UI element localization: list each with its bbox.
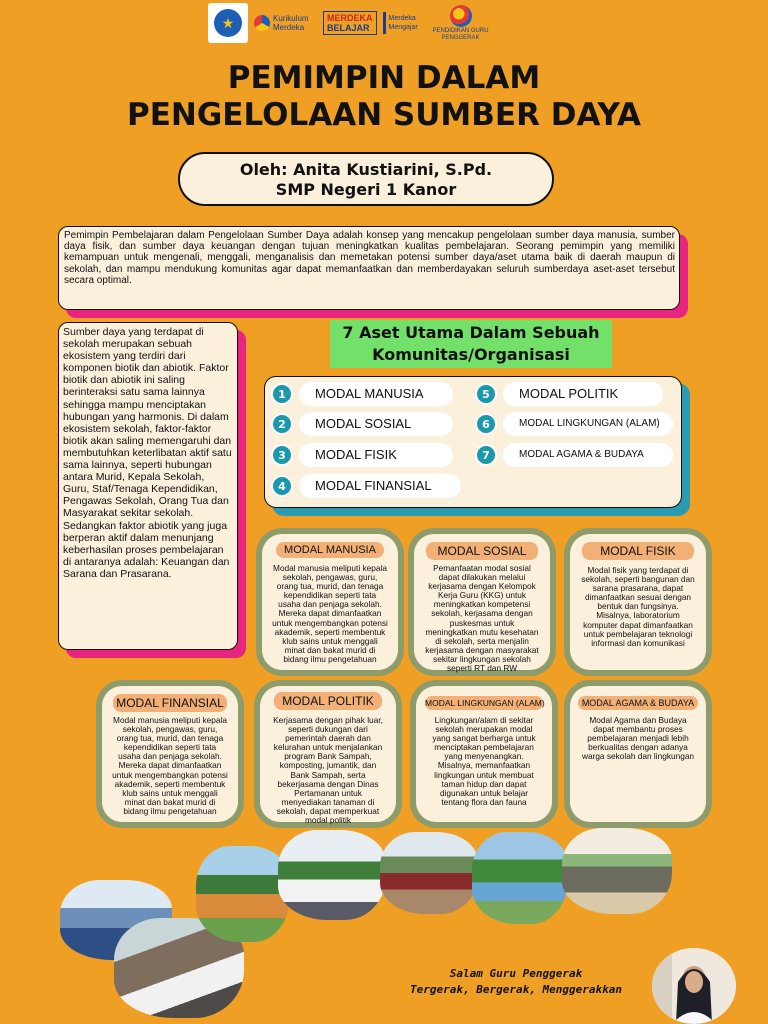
- card-modal-politik: [254, 680, 402, 828]
- author-school: SMP Negeri 1 Kanor: [275, 180, 457, 199]
- asset-item-1: [271, 382, 453, 406]
- assets-title: [330, 320, 612, 368]
- greeting-line-1: Salam Guru Penggerak: [449, 967, 583, 980]
- card-modal-lingkungan: [410, 680, 558, 828]
- side-panel: [58, 322, 238, 650]
- author-portrait: [652, 948, 736, 1024]
- side-text: Sumber daya yang terdapat di sekolah merupakan sebuah ekosistem yang terdiri dari komponen biotik dan abiotik. Faktor biotik dan abiotik ini saling berinteraksi satu sama lainnya sehingga mampu menciptakan hubungan yang harmonis. Di dalam ekosistem sekolah, faktor-faktor biotik akan saling memengaruhi dan membutuhkan keterlibatan aktif satu sama lainnya, seperti hubungan antara Murid, Kepala Sekolah, Guru, Staf/Tenaga Kependidikan, Pengawas Sekolah, Orang Tua dan Masyarakat sekitar sekolah. Sedangkan faktor abiotik yang juga berperan aktif dalam menunjang keberhasilan proses pembelajaran di antaranya adalah: Keuangan dan Sarana dan Prasarana.: [63, 326, 232, 580]
- photo-students-outdoor: [278, 830, 386, 920]
- photo-school-building: [196, 846, 290, 942]
- assets-panel: [264, 376, 682, 508]
- card-body: Pemanfaatan modal sosial dapat dilakukan melalui kerjasama dengan Kelompok Kerja Guru (KKG) untuk meningkatkan kompetensi sekolah, kerjasama dengan puskesmas untuk meningkatkan mutu kesehatan di sekolah, serta menjalin kerjasama dengan masyarakat sekitar lingkungan sekolah seperti RT dan RW: [425, 563, 539, 674]
- greeting-line-2: Tergerak, Bergerak, Menggerakkan: [410, 983, 622, 996]
- asset-number: 3: [271, 444, 293, 466]
- card-modal-finansial: [96, 680, 244, 828]
- asset-label: MODAL AGAMA & BUDAYA: [503, 443, 673, 467]
- asset-number: 6: [475, 413, 497, 435]
- card-title: MODAL FINANSIAL: [113, 694, 227, 712]
- asset-label: MODAL MANUSIA: [299, 382, 453, 406]
- card-title: MODAL SOSIAL: [426, 542, 538, 560]
- card-title: MODAL AGAMA & BUDAYA: [578, 696, 698, 710]
- asset-number: 7: [475, 444, 497, 466]
- author-box: [178, 152, 554, 206]
- intro-text: Pemimpin Pembelajaran dalam Pengelolaan Sumber Daya adalah konsep yang mencakup pengelolaan sumber daya manusia, sumber daya fisik, dan sumber daya keuangan dengan tujuan meningkatkan kualitas pembelajaran. Seorang pemimpin yang memiliki kemampuan untuk mengenali, menggali, menganalisis dan memetakan potensi sumber daya/aset utama baik di daerah maupun di sekolah, dan mampu mendukung komunitas agar dapat memanfaatkan dan memberdayakan seluruh sumberdaya aset-aset tersebut secara optimal.: [64, 230, 675, 286]
- photo-study-session: [562, 828, 672, 914]
- card-modal-manusia: [256, 528, 404, 676]
- asset-label: MODAL FISIK: [299, 443, 453, 467]
- tut-wuri-handayani-logo: ★: [208, 3, 248, 43]
- card-body: Modal Agama dan Budaya dapat membantu proses pembelajaran menjadi lebih berkualitas dengan adanya warga sekolah dan lingkungan: [581, 715, 695, 762]
- asset-number: 4: [271, 475, 293, 497]
- intro-panel: [58, 226, 680, 310]
- card-modal-sosial: [408, 528, 556, 676]
- title-line-2: PENGELOLAAN SUMBER DAYA: [127, 97, 641, 133]
- asset-item-2: [271, 412, 453, 436]
- author-name: Oleh: Anita Kustiarini, S.Pd.: [239, 160, 493, 179]
- card-body: Modal manusia meliputi kepala sekolah, pengawas, guru, orang tua, murid, dan tenaga kependidikan seperti tata usaha dan penjaga sekolah. Mereka dapat dimanfaatkan untuk mengembangkan potensi akademik, seperti membentuk klub sains untuk menggali minat dan bakat murid di bidang ilmu pengetahuan: [272, 563, 388, 664]
- merdeka-mengajar-logo: Merdeka Mengajar: [383, 12, 427, 34]
- card-body: Lingkungan/alam di sekitar sekolah merupakan modal yang sangat berharga untuk menciptakan pembelajaran yang menyenangkan. Misalnya, memanfaatkan lingkungan untuk membuat taman hidup dan dapat digunakan untuk belajar tentang flora dan fauna: [432, 715, 536, 807]
- card-title: MODAL MANUSIA: [276, 542, 384, 558]
- asset-label: MODAL FINANSIAL: [299, 474, 461, 498]
- asset-label: MODAL SOSIAL: [299, 412, 453, 436]
- guru-penggerak-logo: PENDIDIKAN GURU PENGGERAK: [433, 5, 489, 42]
- merdeka-belajar-logo: MERDEKA BELAJAR: [323, 11, 377, 35]
- page-title: [0, 60, 768, 134]
- card-title: MODAL POLITIK: [274, 692, 382, 710]
- card-modal-fisik: [564, 528, 712, 676]
- portrait-illustration: [652, 948, 736, 1024]
- asset-label: MODAL POLITIK: [503, 382, 663, 406]
- asset-item-7: [475, 443, 673, 467]
- assets-title-line-2: Komunitas/Organisasi: [372, 345, 570, 364]
- photo-scouts: [380, 832, 478, 914]
- asset-item-4: [271, 474, 461, 498]
- asset-item-5: [475, 382, 663, 406]
- assets-title-line-1: 7 Aset Utama Dalam Sebuah: [342, 323, 600, 342]
- asset-item-3: [271, 443, 453, 467]
- card-title: MODAL LINGKUNGAN (ALAM): [425, 698, 545, 708]
- asset-item-6: [475, 412, 673, 436]
- greeting: [396, 966, 636, 998]
- asset-label: MODAL LINGKUNGAN (ALAM): [503, 412, 673, 436]
- card-body: Kerjasama dengan pihak luar, seperti dukungan dari pemerintah daerah dan kelurahan untuk menjalankan program Bank Sampah, komposting, jumantik, dan Bank Sampah, serta bekerjasama dengan Dinas Pertamanan untuk menyediakan tanaman di sekolah, dapat memperkuat modal politik: [273, 715, 383, 826]
- title-line-1: PEMIMPIN DALAM: [227, 60, 541, 96]
- card-body: Modal manusia meliputi kepala sekolah, pengawas, guru, orang tua, murid, dan tenaga kependidikan seperti tata usaha dan penjaga sekolah. Mereka dapat dimanfaatkan untuk mengembangkan potensi akademik, seperti membentuk klub sains untuk menggali minat dan bakat murid di bidang ilmu pengetahuan: [112, 715, 228, 816]
- photo-school-garden: [472, 832, 568, 924]
- card-title: MODAL FISIK: [582, 542, 694, 560]
- card-body: Modal fisik yang terdapat di sekolah, seperti bangunan dan sarana prasarana, dapat dimanfaatkan sesuai dengan bentuk dan fungsinya. Misalnya, laboratorium komputer dapat dimanfaatkan untuk pembelajaran teknologi informasi dan komunikasi: [581, 565, 695, 648]
- logo-strip: [208, 2, 533, 44]
- kurikulum-merdeka-logo: Kurikulum Merdeka: [254, 14, 317, 32]
- card-modal-agama-budaya: [564, 680, 712, 828]
- asset-number: 5: [475, 383, 497, 405]
- asset-number: 1: [271, 383, 293, 405]
- asset-number: 2: [271, 413, 293, 435]
